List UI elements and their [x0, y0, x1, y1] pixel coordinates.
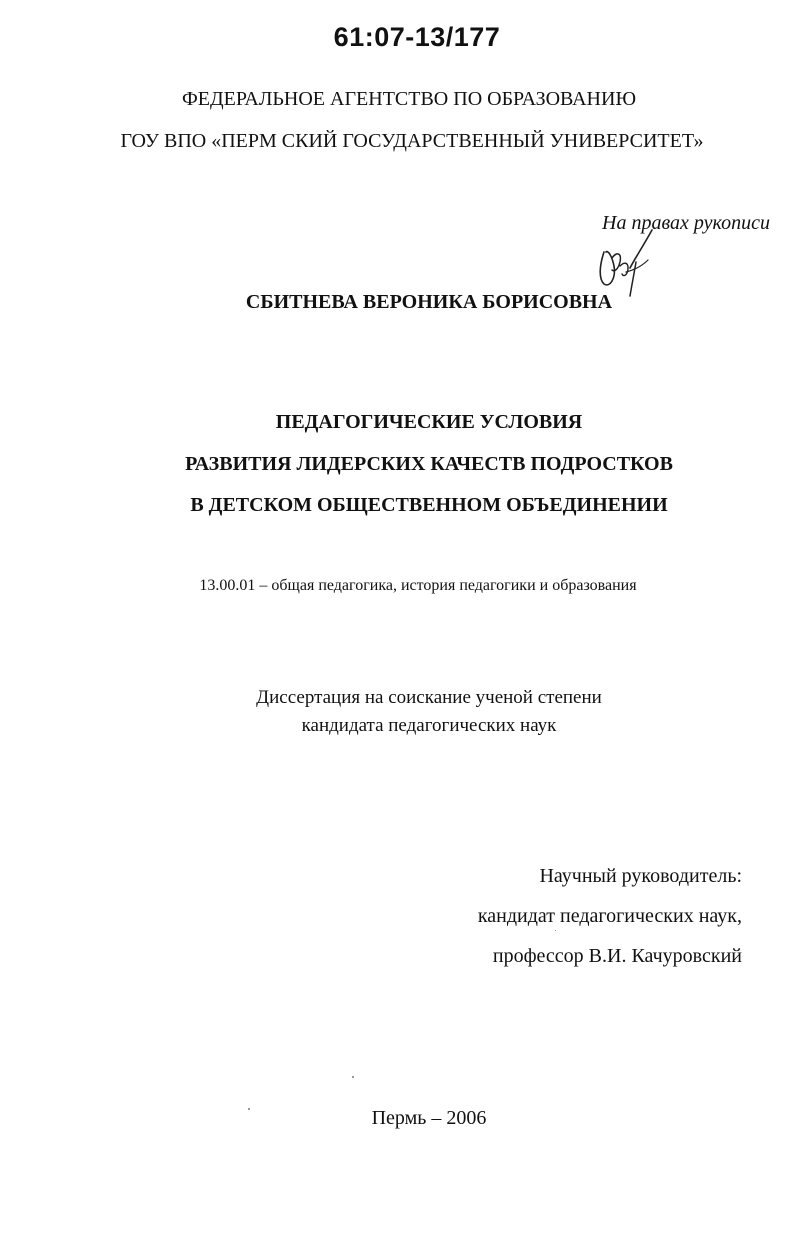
city-year: Пермь – 2006 [371, 1107, 487, 1129]
specialty-code: 13.00.01 – общая педагогика, история педагогики и образования [199, 577, 637, 594]
dissertation-title-line-2: РАЗВИТИЯ ЛИДЕРСКИХ КАЧЕСТВ ПОДРОСТКОВ [185, 453, 673, 475]
author-name: СБИТНЕВА ВЕРОНИКА БОРИСОВНА [245, 291, 613, 313]
scan-speck [555, 930, 556, 931]
advisor-name: профессор В.И. Качуровский [492, 945, 742, 967]
handwritten-signature-icon [590, 222, 662, 300]
dissertation-title-line-1: ПЕДАГОГИЧЕСКИЕ УСЛОВИЯ [275, 411, 583, 433]
dissertation-title-line-3: В ДЕТСКОМ ОБЩЕСТВЕННОМ ОБЪЕДИНЕНИИ [190, 494, 668, 516]
university-name: ГОУ ВПО «ПЕРМ СКИЙ ГОСУДАРСТВЕННЫЙ УНИВЕРСИТЕТ» [120, 130, 704, 152]
agency-name: ФЕДЕРАЛЬНОЕ АГЕНТСТВО ПО ОБРАЗОВАНИЮ [181, 88, 636, 110]
degree-line-1: Диссертация на соискание ученой степени [256, 687, 602, 708]
scan-speck [248, 1108, 250, 1110]
catalog-number: 61:07-13/177 [333, 22, 501, 52]
advisor-label: Научный руководитель: [539, 865, 742, 887]
scan-speck [352, 1076, 354, 1078]
advisor-rank: кандидат педагогических наук, [477, 905, 742, 927]
manuscript-note: На правах рукописи [602, 212, 770, 234]
degree-line-2: кандидата педагогических наук [301, 715, 557, 736]
